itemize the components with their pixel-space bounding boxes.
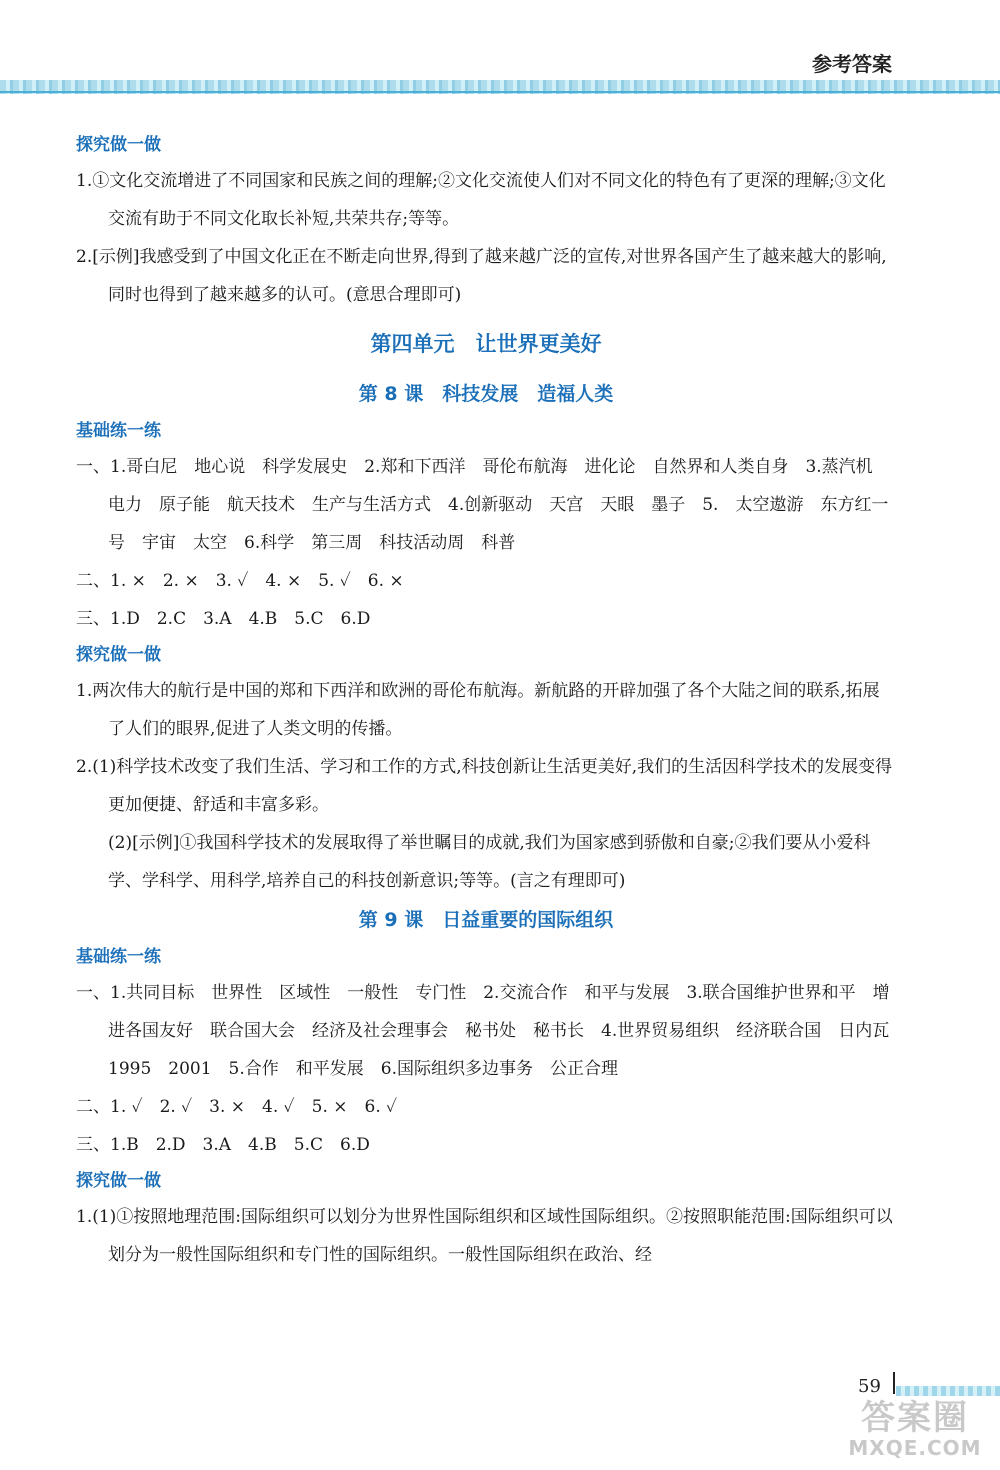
header-divider (0, 91, 1000, 93)
answer-item: 三、1.B 2.D 3.A 4.B 5.C 6.D (76, 1135, 370, 1155)
watermark-logo (840, 1400, 990, 1460)
watermark-url: MXQE.COM (848, 1436, 982, 1460)
answer-item: 1.①文化交流增进了不同国家和民族之间的理解;②文化交流使人们对不同文化的特色有了更深的理解;③文化交流有助于不同文化取长补短,共荣共存;等等。 (76, 171, 886, 229)
answer-item: (2)[示例]①我国科学技术的发展取得了举世瞩目的成就,我们为国家感到骄傲和自豪;②我们要从小爱科学、学科学、用科学,培养自己的科技创新意识;等等。(言之有理即可) (108, 833, 871, 891)
answer-item: 一、1.哥白尼 地心说 科学发展史 2.郑和下西洋 哥伦布航海 进化论 自然界和人类自身 3.蒸汽机 电力 原子能 航天技术 生产与生活方式 4.创新驱动 天宫 天眼 墨子 5. 太空遨游 东方红一号 宇宙 太空 6.科学 第三周 科技活动周 科普 (76, 457, 890, 553)
footer-decorative-band (896, 1386, 1000, 1396)
answer-item: 2.[示例]我感受到了中国文化正在不断走向世界,得到了越来越广泛的宣传,对世界各国产生了越来越大的影响,同时也得到了越来越多的认可。(意思合理即可) (76, 247, 887, 305)
answer-item: 二、1. ✓ 2. ✓ 3. × 4. ✓ 5. × 6. ✓ (76, 1097, 398, 1117)
lesson-title: 第 8 课 科技发展 造福人类 (358, 383, 614, 405)
answer-item: 二、1. × 2. × 3. ✓ 4. × 5. ✓ 6. × (76, 571, 404, 591)
answer-item: 1.(1)①按照地理范围:国际组织可以划分为世界性国际组织和区域性国际组织。②按照职能范围:国际组织可以划分为一般性国际组织和专门性的国际组织。一般性国际组织在政治、经 (76, 1207, 893, 1265)
unit-title: 第四单元 让世界更美好 (370, 332, 602, 356)
answer-item: 一、1.共同目标 世界性 区域性 一般性 专门性 2.交流合作 和平与发展 3.联合国维护世界和平 增进各国友好 联合国大会 经济及社会理事会 秘书处 秘书长 4.世界贸易组织 经济联合国 日内瓦 1995 2001 5.合作 和平发展 6.国际组织多边事务 公正合理 (76, 983, 907, 1079)
section-label-explore: 探究做一做 (76, 1171, 161, 1191)
answer-item: 1.两次伟大的航行是中国的郑和下西洋和欧洲的哥伦布航海。新航路的开辟加强了各个大陆之间的联系,拓展了人们的眼界,促进了人类文明的传播。 (76, 681, 880, 739)
section-label-explore: 探究做一做 (76, 645, 161, 665)
answer-item: 三、1.D 2.C 3.A 4.B 5.C 6.D (76, 609, 371, 629)
answer-item: 2.(1)科学技术改变了我们生活、学习和工作的方式,科技创新让生活更美好,我们的生活因科学技术的发展变得更加便捷、舒适和丰富多彩。 (76, 757, 893, 815)
section-label-explore: 探究做一做 (76, 135, 161, 155)
page-number: 59 (858, 1376, 881, 1397)
lesson-title: 第 9 课 日益重要的国际组织 (358, 909, 614, 931)
header-title: 参考答案 (812, 52, 892, 76)
answer-content (76, 128, 907, 1274)
section-label-basic: 基础练一练 (76, 421, 161, 441)
watermark-text: 答案圈 (861, 1398, 969, 1438)
section-label-basic: 基础练一练 (76, 947, 161, 967)
page-number-rule (893, 1372, 895, 1394)
